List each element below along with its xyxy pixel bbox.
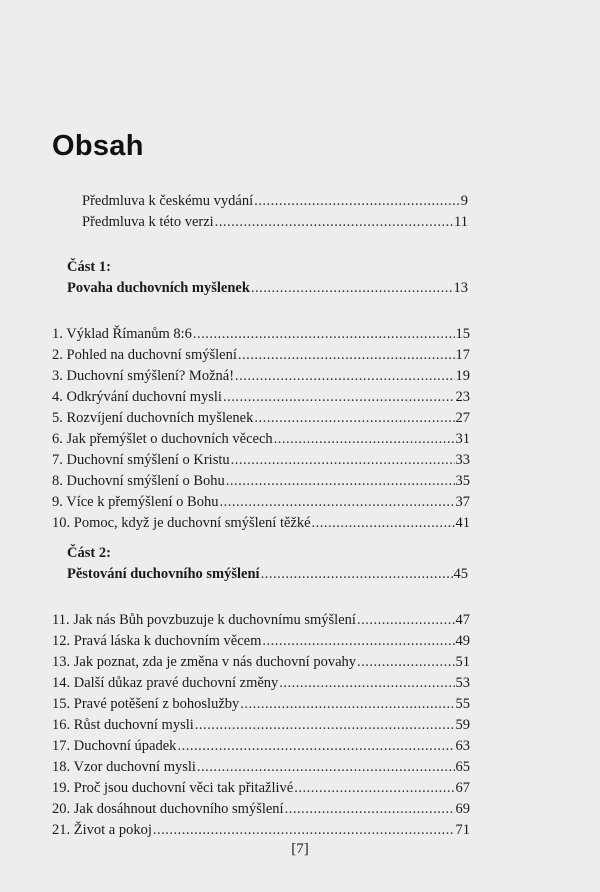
toc-entry-label: 8. Duchovní smýšlení o Bohu [52,473,225,489]
toc-entry-label: 2. Pohled na duchovní smýšlení [52,347,237,363]
toc-entry-chapter-20[interactable] [52,800,470,818]
leader-dots [357,653,454,671]
leader-dots [195,716,455,734]
toc-entry-part-2[interactable] [67,565,468,583]
toc-entry-label: 13. Jak poznat, zda je změna v nás duchovní povahy [52,654,357,670]
toc-entry-page: 65 [455,759,470,775]
toc-entry-page: 11 [454,214,468,230]
toc-entry-page: 63 [455,738,470,754]
toc-entry-label: Povaha duchovních myšlenek [67,280,250,296]
toc-entry-page: 33 [455,452,470,468]
toc-entry-page: 9 [460,193,468,209]
toc-entry-page: 27 [455,410,470,426]
toc-entry-chapter-1[interactable] [52,325,470,343]
leader-dots [215,213,453,231]
toc-entry-label: 20. Jak dosáhnout duchovního smýšlení [52,801,284,817]
toc-entry-label: 17. Duchovní úpadek [52,738,177,754]
toc-entry-label: 16. Růst duchovní mysli [52,717,194,733]
toc-entry-chapter-4[interactable] [52,388,470,406]
toc-entry-page: 41 [455,515,470,531]
toc-entry-part-1[interactable] [67,279,468,297]
toc-entry-label: Předmluva k této verzi [82,214,214,230]
toc-entry-chapter-3[interactable] [52,367,470,385]
toc-entry-chapter-15[interactable] [52,695,470,713]
toc-entry-chapter-16[interactable] [52,716,470,734]
leader-dots [279,674,454,692]
toc-entry-chapter-6[interactable] [52,430,470,448]
toc-entry-chapter-10[interactable] [52,514,470,532]
leader-dots [231,451,455,469]
toc-entry-label: 18. Vzor duchovní mysli [52,759,196,775]
toc-entry-label: 6. Jak přemýšlet o duchovních věcech [52,431,273,447]
toc-entry-page: 31 [455,431,470,447]
toc-entry-page: 53 [455,675,470,691]
toc-entry-chapter-18[interactable] [52,758,470,776]
toc-entry-chapter-13[interactable] [52,653,470,671]
toc-entry-page: 37 [455,494,470,510]
part-2-heading: Část 2: [67,545,111,561]
leader-dots [251,279,453,297]
toc-entry-label: 3. Duchovní smýšlení? Možná! [52,368,235,384]
toc-entry-chapter-9[interactable] [52,493,470,511]
toc-entry-page: 71 [455,822,470,838]
toc-entry-page: 55 [455,696,470,712]
leader-dots [238,346,455,364]
toc-entry-label: 15. Pravé potěšení z bohoslužby [52,696,240,712]
leader-dots [197,758,455,776]
toc-entry-label: 10. Pomoc, když je duchovní smýšlení těžké [52,515,311,531]
leader-dots [312,514,455,532]
toc-entry-label: 5. Rozvíjení duchovních myšlenek [52,410,254,426]
leader-dots [274,430,455,448]
leader-dots [254,409,454,427]
leader-dots [177,737,454,755]
toc-entry-label: 9. Více k přemýšlení o Bohu [52,494,219,510]
leader-dots [223,388,455,406]
toc-entry-preface-czech[interactable] [82,192,468,210]
toc-entry-preface-version[interactable] [82,213,468,231]
toc-entry-chapter-12[interactable] [52,632,470,650]
leader-dots [235,367,454,385]
toc-entry-chapter-11[interactable] [52,611,470,629]
toc-entry-label: 11. Jak nás Bůh povzbuzuje k duchovnímu smýšlení [52,612,356,628]
toc-entry-page: 69 [455,801,470,817]
toc-entry-page: 15 [455,326,470,342]
toc-entry-page: 59 [455,717,470,733]
toc-entry-label: 21. Život a pokoj [52,822,152,838]
toc-entry-page: 45 [453,566,468,582]
part-1-heading: Část 1: [67,259,111,275]
leader-dots [226,472,455,490]
toc-entry-page: 13 [453,280,468,296]
page-number: [7] [291,841,309,857]
toc-entry-chapter-19[interactable] [52,779,470,797]
leader-dots [219,493,454,511]
leader-dots [285,800,455,818]
toc-entry-page: 51 [455,654,470,670]
toc-entry-page: 19 [455,368,470,384]
leader-dots [240,695,454,713]
toc-entry-label: 12. Pravá láska k duchovním věcem [52,633,262,649]
toc-entry-label: 4. Odkrývání duchovní mysli [52,389,222,405]
toc-entry-page: 17 [455,347,470,363]
leader-dots [294,779,454,797]
toc-entry-chapter-8[interactable] [52,472,470,490]
toc-entry-page: 47 [455,612,470,628]
toc-entry-page: 49 [455,633,470,649]
toc-entry-label: 19. Proč jsou duchovní věci tak přitažlivé [52,780,294,796]
toc-entry-chapter-7[interactable] [52,451,470,469]
leader-dots [261,565,453,583]
toc-entry-chapter-2[interactable] [52,346,470,364]
toc-entry-page: 35 [455,473,470,489]
toc-entry-page: 67 [455,780,470,796]
toc-entry-label: Předmluva k českému vydání [82,193,254,209]
leader-dots [262,632,454,650]
toc-entry-label: Pěstování duchovního smýšlení [67,566,260,582]
leader-dots [153,821,455,839]
toc-entry-label: 1. Výklad Římanům 8:6 [52,326,192,342]
toc-entry-chapter-5[interactable] [52,409,470,427]
toc-entry-page: 23 [455,389,470,405]
toc-entry-chapter-21[interactable] [52,821,470,839]
page-title: Obsah [52,130,144,162]
toc-entry-label: 14. Další důkaz pravé duchovní změny [52,675,279,691]
toc-entry-label: 7. Duchovní smýšlení o Kristu [52,452,230,468]
leader-dots [254,192,460,210]
leader-dots [193,325,455,343]
leader-dots [357,611,455,629]
toc-entry-chapter-17[interactable] [52,737,470,755]
toc-entry-chapter-14[interactable] [52,674,470,692]
